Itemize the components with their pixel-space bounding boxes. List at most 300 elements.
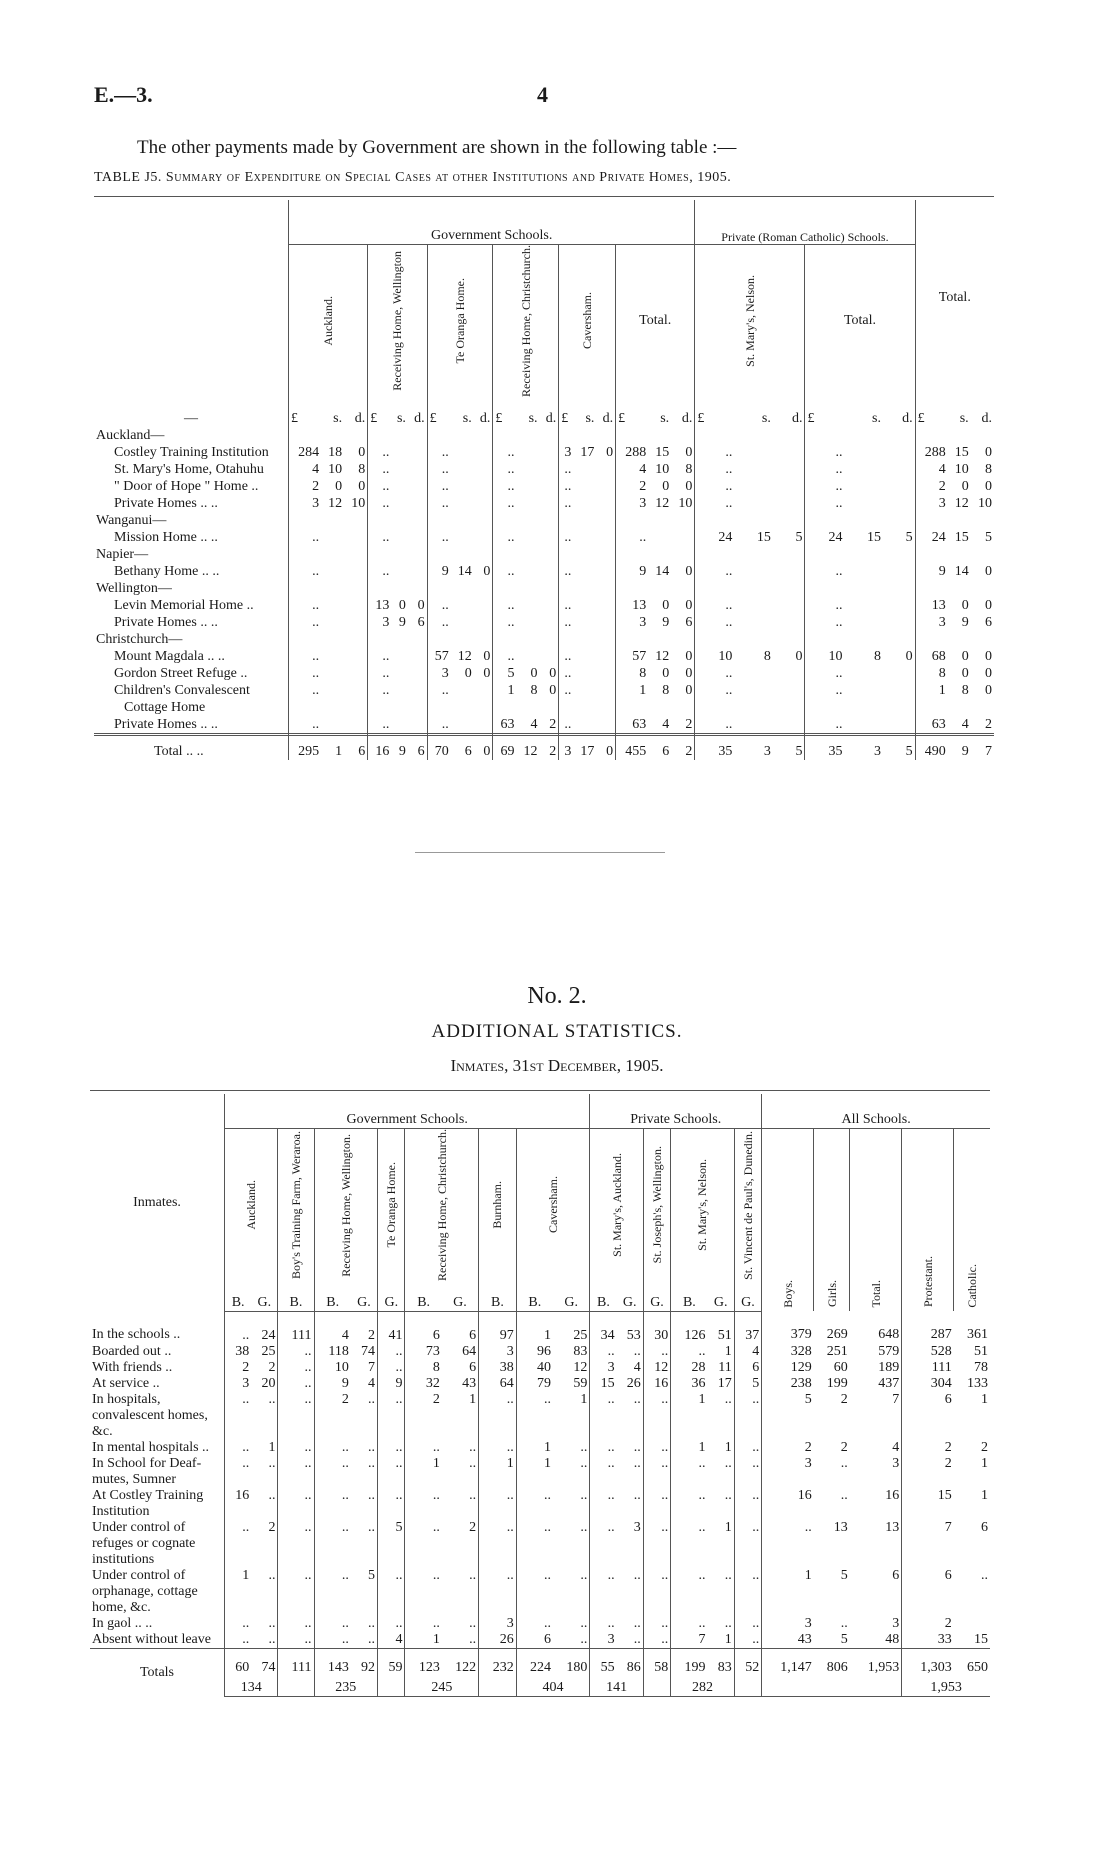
table-cell xyxy=(805,512,845,529)
table-cell xyxy=(474,478,493,495)
table-cell: 4 xyxy=(662,716,670,732)
table-cell xyxy=(573,614,596,631)
column-header: Auckland. xyxy=(244,1180,259,1230)
table-cell xyxy=(540,546,559,563)
table-cell: .. xyxy=(734,1488,761,1520)
table-cell: 2 xyxy=(540,733,559,760)
table-cell xyxy=(844,665,882,682)
table-cell xyxy=(695,580,735,597)
table-cell: 8 xyxy=(432,1359,440,1375)
total-row xyxy=(94,733,994,760)
table-cell xyxy=(573,512,596,529)
table-cell: 6 xyxy=(981,1519,988,1535)
table-cell: 5 xyxy=(804,1391,812,1407)
table-cell xyxy=(391,665,408,682)
column-header-cell xyxy=(289,245,368,397)
table-cell: 0 xyxy=(398,597,406,613)
column-header-cell xyxy=(225,1129,278,1281)
table-cell: 2 xyxy=(804,1439,812,1455)
table-cell: 1 xyxy=(479,1456,517,1488)
table-cell: 0 xyxy=(671,648,695,665)
column-header: Total. xyxy=(868,1279,883,1308)
table-cell xyxy=(883,580,915,597)
table-cell: 6 xyxy=(408,614,427,631)
table-cell: 64 xyxy=(442,1344,479,1360)
table-cell xyxy=(451,461,474,478)
table-cell: .. xyxy=(734,1568,761,1616)
table-cell: .. xyxy=(382,682,390,698)
table-cell xyxy=(773,563,805,580)
sub-header: G. xyxy=(734,1281,761,1312)
table-cell: 3 xyxy=(617,1520,644,1568)
table-cell xyxy=(517,546,540,563)
table-cell xyxy=(391,512,408,529)
unit-label: s. xyxy=(761,410,771,426)
table-cell xyxy=(321,665,344,682)
table-cell: 1 xyxy=(804,1567,812,1583)
table-cell: 455 xyxy=(616,733,649,760)
table-cell: .. xyxy=(441,682,449,698)
table-cell: .. xyxy=(981,1567,988,1583)
table-cell: 6 xyxy=(451,733,474,760)
table-cell: 7 xyxy=(850,1392,902,1440)
table-cell: 12 xyxy=(457,648,472,664)
table-cell: .. xyxy=(643,1488,670,1520)
combined-total: 404 xyxy=(516,1676,590,1697)
table-cell: .. xyxy=(312,614,320,630)
table-cell: 3 xyxy=(441,665,449,681)
column-header: Total. xyxy=(639,312,672,328)
table-cell: 2 xyxy=(432,1391,440,1407)
table-cell: .. xyxy=(312,529,320,545)
table-cell xyxy=(948,699,971,716)
table-cell: .. xyxy=(544,1487,552,1503)
table-cell: 4 xyxy=(734,1344,761,1360)
table-cell: .. xyxy=(643,1520,670,1568)
table-cell xyxy=(971,580,994,597)
table-cell: 2 xyxy=(639,478,647,494)
table-cell: 0 xyxy=(985,682,992,698)
table-cell: .. xyxy=(698,1615,706,1631)
table-cell: 304 xyxy=(930,1375,952,1391)
table-cell xyxy=(596,478,615,495)
table-cell: 64 xyxy=(479,1376,517,1392)
table-cell xyxy=(474,631,493,648)
table-cell xyxy=(844,631,882,648)
table-cell: .. xyxy=(835,495,843,511)
table-cell: .. xyxy=(835,563,843,579)
table-cell xyxy=(844,614,882,631)
table-cell xyxy=(474,546,493,563)
table-cell xyxy=(540,444,559,461)
unit-label: £ xyxy=(917,410,925,426)
table-cell: 74 xyxy=(351,1344,378,1360)
table-cell: 12 xyxy=(517,733,540,760)
table-cell: .. xyxy=(564,614,572,630)
table-cell: .. xyxy=(432,1487,440,1503)
table-cell xyxy=(616,631,649,648)
table-cell: .. xyxy=(734,1632,761,1649)
table-cell: 6 xyxy=(944,1391,952,1407)
table-cell: 8 xyxy=(938,665,946,681)
table-cell xyxy=(289,427,322,444)
table-cell xyxy=(573,716,596,734)
table-cell xyxy=(540,495,559,512)
table-cell: .. xyxy=(441,716,449,732)
table-cell: 1 xyxy=(321,733,344,760)
table-cell xyxy=(344,648,368,665)
table-cell xyxy=(368,699,392,716)
table-cell: .. xyxy=(278,1392,314,1440)
table-cell: 8 xyxy=(985,461,992,477)
unit-label: £ xyxy=(561,410,569,426)
table-cell: .. xyxy=(725,614,733,630)
combined-total xyxy=(643,1676,670,1697)
table-cell xyxy=(321,631,344,648)
table-cell: .. xyxy=(607,1487,615,1503)
table-cell xyxy=(954,1616,990,1632)
column-header-cell xyxy=(671,1129,735,1281)
table-row xyxy=(94,699,994,716)
table-cell: .. xyxy=(242,1615,250,1631)
table-cell: 48 xyxy=(850,1632,902,1649)
row-label: In mental hospitals .. xyxy=(90,1440,225,1456)
table-cell: .. xyxy=(278,1360,314,1376)
table-cell xyxy=(596,631,615,648)
table-cell: 1 xyxy=(981,1455,988,1471)
table-cell: .. xyxy=(553,1456,590,1488)
column-header-cell xyxy=(479,1129,517,1281)
table-cell: .. xyxy=(378,1440,405,1456)
unit-label: £ xyxy=(370,410,378,426)
table-cell: .. xyxy=(378,1456,405,1488)
table-cell: 0 xyxy=(961,665,969,681)
column-header: Receiving Home, Christchurch. xyxy=(434,1129,449,1281)
table-cell xyxy=(773,665,805,682)
table-cell: .. xyxy=(278,1344,314,1360)
table-cell: .. xyxy=(479,1392,517,1440)
table-row xyxy=(94,563,994,580)
table-cell xyxy=(344,546,368,563)
table-cell xyxy=(408,580,427,597)
table-cell: .. xyxy=(698,1455,706,1471)
table-cell xyxy=(844,512,882,529)
table-cell xyxy=(773,716,805,734)
table-cell: 2 xyxy=(840,1439,848,1455)
table-cell: 6 xyxy=(944,1567,952,1583)
table-row xyxy=(90,1440,990,1456)
table-cell xyxy=(408,665,427,682)
table-cell: 36 xyxy=(691,1375,706,1391)
table-cell xyxy=(948,512,971,529)
table-cell: .. xyxy=(698,1567,706,1583)
table-cell xyxy=(844,461,882,478)
table-cell: 2 xyxy=(671,716,695,734)
table-cell xyxy=(616,580,649,597)
table-cell xyxy=(883,665,915,682)
table-cell xyxy=(368,427,392,444)
table-cell xyxy=(844,580,882,597)
table-cell: .. xyxy=(544,1391,552,1407)
table-cell: 33 xyxy=(937,1631,952,1647)
table-cell: 4 xyxy=(312,461,320,477)
table-cell: 1 xyxy=(507,682,515,698)
table-cell: 111 xyxy=(278,1311,314,1344)
table-cell xyxy=(408,427,427,444)
sub-header: G. xyxy=(708,1281,735,1312)
table-cell: 51 xyxy=(708,1311,735,1344)
table-cell xyxy=(289,580,322,597)
table-cell: 78 xyxy=(974,1359,988,1375)
table-cell xyxy=(289,631,322,648)
table-cell: .. xyxy=(544,1567,552,1583)
table-cell: .. xyxy=(341,1439,349,1455)
table-cell: .. xyxy=(432,1615,440,1631)
column-header-cell xyxy=(902,1129,954,1312)
table-cell: 17 xyxy=(708,1376,735,1392)
table-cell: 0 xyxy=(671,563,695,580)
table-cell xyxy=(671,699,695,716)
table-cell xyxy=(321,580,344,597)
table-cell xyxy=(671,631,695,648)
table-cell: 123 xyxy=(405,1648,442,1676)
column-header-cell xyxy=(314,1129,378,1281)
row-label: Totals xyxy=(90,1648,225,1697)
table-cell: 1 xyxy=(242,1567,250,1583)
group-header-private: Private (Roman Catholic) Schools. xyxy=(695,200,915,245)
table-cell xyxy=(883,444,915,461)
combined-total: 141 xyxy=(590,1676,643,1697)
table-cell xyxy=(883,546,915,563)
table-cell xyxy=(451,478,474,495)
table-cell: .. xyxy=(835,478,843,494)
table-cell: 4 xyxy=(617,1360,644,1376)
table-cell: 96 xyxy=(537,1343,552,1359)
table-cell: .. xyxy=(507,461,515,477)
table-cell xyxy=(517,529,540,546)
table-cell: 6 xyxy=(850,1568,902,1616)
table-cell: .. xyxy=(607,1615,615,1631)
table-cell: 118 xyxy=(328,1343,349,1359)
unit-label: s. xyxy=(333,410,343,426)
table-cell: .. xyxy=(840,1615,848,1631)
table-cell: .. xyxy=(553,1616,590,1632)
table-cell: .. xyxy=(643,1440,670,1456)
table-cell: 648 xyxy=(850,1311,902,1344)
combined-total: 245 xyxy=(405,1676,479,1697)
table-cell: 41 xyxy=(378,1311,405,1344)
table-cell: 2 xyxy=(944,1439,952,1455)
table-cell xyxy=(493,546,517,563)
table-cell: .. xyxy=(251,1632,278,1649)
table-cell: 9 xyxy=(378,1376,405,1392)
page-code: E.—3. xyxy=(94,82,153,107)
column-header: Receiving Home, Wellington xyxy=(390,251,405,391)
table-row xyxy=(90,1616,990,1632)
table-cell: 12 xyxy=(643,1360,670,1376)
table-cell: .. xyxy=(441,444,449,460)
table-cell: 0 xyxy=(662,478,670,494)
column-header: Caversham. xyxy=(580,292,595,350)
table-cell: .. xyxy=(607,1343,615,1359)
table-cell: 24 xyxy=(251,1311,278,1344)
table-cell: 0 xyxy=(671,597,695,614)
table-cell: 70 xyxy=(427,733,451,760)
table-cell xyxy=(648,512,671,529)
table-cell xyxy=(344,512,368,529)
table-cell: 24 xyxy=(828,529,843,545)
table-cell xyxy=(321,546,344,563)
table-cell: 3 xyxy=(564,444,572,460)
table-cell: 16 xyxy=(235,1487,250,1503)
table-cell: .. xyxy=(278,1456,314,1488)
table-row xyxy=(94,427,994,444)
j5-bottom-rule xyxy=(94,735,994,736)
table-cell: .. xyxy=(382,563,390,579)
table-cell xyxy=(540,580,559,597)
table-cell: .. xyxy=(734,1520,761,1568)
table-cell xyxy=(596,716,615,734)
table-cell: 0 xyxy=(985,665,992,681)
table-cell: 2 xyxy=(312,478,320,494)
table-cell xyxy=(616,699,649,716)
table-cell: 1 xyxy=(544,1327,552,1343)
table-cell xyxy=(368,546,392,563)
combined-total xyxy=(479,1676,517,1697)
table-cell xyxy=(773,427,805,444)
table-cell xyxy=(648,427,671,444)
column-header-cell xyxy=(734,1129,761,1281)
table-cell: .. xyxy=(442,1568,479,1616)
table-row xyxy=(94,614,994,631)
table-cell: 43 xyxy=(442,1376,479,1392)
table-cell: 806 xyxy=(814,1648,850,1676)
table-cell: .. xyxy=(378,1488,405,1520)
table-cell: 1 xyxy=(553,1392,590,1440)
table-cell: 1,953 xyxy=(850,1648,902,1676)
sub-header: B. xyxy=(590,1281,617,1312)
table-cell xyxy=(573,699,596,716)
table-cell: .. xyxy=(382,716,390,732)
table-cell: .. xyxy=(507,478,515,494)
table-cell: 7 xyxy=(698,1631,706,1647)
table-cell: .. xyxy=(378,1568,405,1616)
table-cell: .. xyxy=(507,495,515,511)
table-cell: 3 xyxy=(639,495,647,511)
column-header: Total. xyxy=(843,312,877,328)
row-label: In the schools .. xyxy=(90,1311,225,1344)
table-cell: 38 xyxy=(479,1360,517,1376)
table-cell xyxy=(695,512,735,529)
column-header-cell xyxy=(516,1129,590,1281)
unit-label: d. xyxy=(773,397,805,427)
row-label: Napier— xyxy=(94,546,289,563)
table-cell: 58 xyxy=(643,1648,670,1676)
table-cell: 1 xyxy=(698,1391,706,1407)
unit-label: d. xyxy=(540,397,559,427)
section-title: ADDITIONAL STATISTICS. xyxy=(431,1021,683,1042)
table-cell xyxy=(915,512,948,529)
column-header: Receiving Home, Christchurch. xyxy=(518,245,533,397)
table-cell: 5 xyxy=(985,529,992,545)
table-row xyxy=(94,665,994,682)
table-cell: .. xyxy=(312,563,320,579)
table-cell: 5 xyxy=(734,1376,761,1392)
table-cell: .. xyxy=(507,563,515,579)
table-cell: 5 xyxy=(883,733,915,760)
row-label: In gaol .. .. xyxy=(90,1616,225,1632)
table-cell: .. xyxy=(251,1456,278,1488)
combined-total: 235 xyxy=(314,1676,378,1697)
table-cell: .. xyxy=(507,614,515,630)
table-cell: 35 xyxy=(805,733,845,760)
combined-total: 282 xyxy=(671,1676,735,1697)
table-cell xyxy=(391,716,408,734)
table-cell xyxy=(734,461,772,478)
table-cell xyxy=(474,597,493,614)
table-cell xyxy=(474,614,493,631)
table-cell xyxy=(289,546,322,563)
table-cell xyxy=(695,699,735,716)
table-cell: 8 xyxy=(662,682,670,698)
row-label: Gordon Street Refuge .. xyxy=(94,665,289,682)
table-cell xyxy=(883,614,915,631)
table-cell xyxy=(451,682,474,699)
table-cell xyxy=(493,580,517,597)
table-cell: 73 xyxy=(425,1343,440,1359)
table-cell: 7 xyxy=(944,1519,952,1535)
table-cell: 6 xyxy=(648,733,671,760)
table-cell: .. xyxy=(251,1616,278,1632)
table-cell xyxy=(451,631,474,648)
table-cell: 34 xyxy=(600,1327,615,1343)
table-cell: 6 xyxy=(985,614,992,630)
table-cell: 63 xyxy=(931,716,946,732)
table-cell xyxy=(408,461,427,478)
table-cell: 0 xyxy=(773,648,805,665)
table-cell: .. xyxy=(278,1616,314,1632)
table-cell: 3 xyxy=(242,1375,250,1391)
table-cell: 25 xyxy=(251,1344,278,1360)
table-cell xyxy=(883,427,915,444)
table-cell: 63 xyxy=(500,716,515,732)
row-label: Cottage Home xyxy=(94,699,289,716)
table-row xyxy=(90,1311,990,1344)
unit-label: d. xyxy=(883,397,915,427)
table-cell xyxy=(451,699,474,716)
sub-header: B. xyxy=(671,1281,708,1312)
table-cell: 40 xyxy=(537,1359,552,1375)
table-cell xyxy=(408,648,427,665)
table-cell xyxy=(734,495,772,512)
table-cell xyxy=(573,529,596,546)
table-j5 xyxy=(94,200,994,760)
table-cell xyxy=(844,682,882,699)
table-cell: .. xyxy=(835,614,843,630)
table-cell xyxy=(915,580,948,597)
table-cell xyxy=(883,512,915,529)
table-cell xyxy=(427,580,451,597)
table-cell xyxy=(915,427,948,444)
table-cell xyxy=(474,699,493,716)
table-cell xyxy=(391,495,408,512)
table-cell: 0 xyxy=(464,665,472,681)
table-cell: .. xyxy=(351,1440,378,1456)
table-cell: 15 xyxy=(600,1375,615,1391)
group-header-private: Private Schools. xyxy=(590,1094,762,1129)
table-cell: 0 xyxy=(662,665,670,681)
table-cell: 437 xyxy=(850,1376,902,1392)
